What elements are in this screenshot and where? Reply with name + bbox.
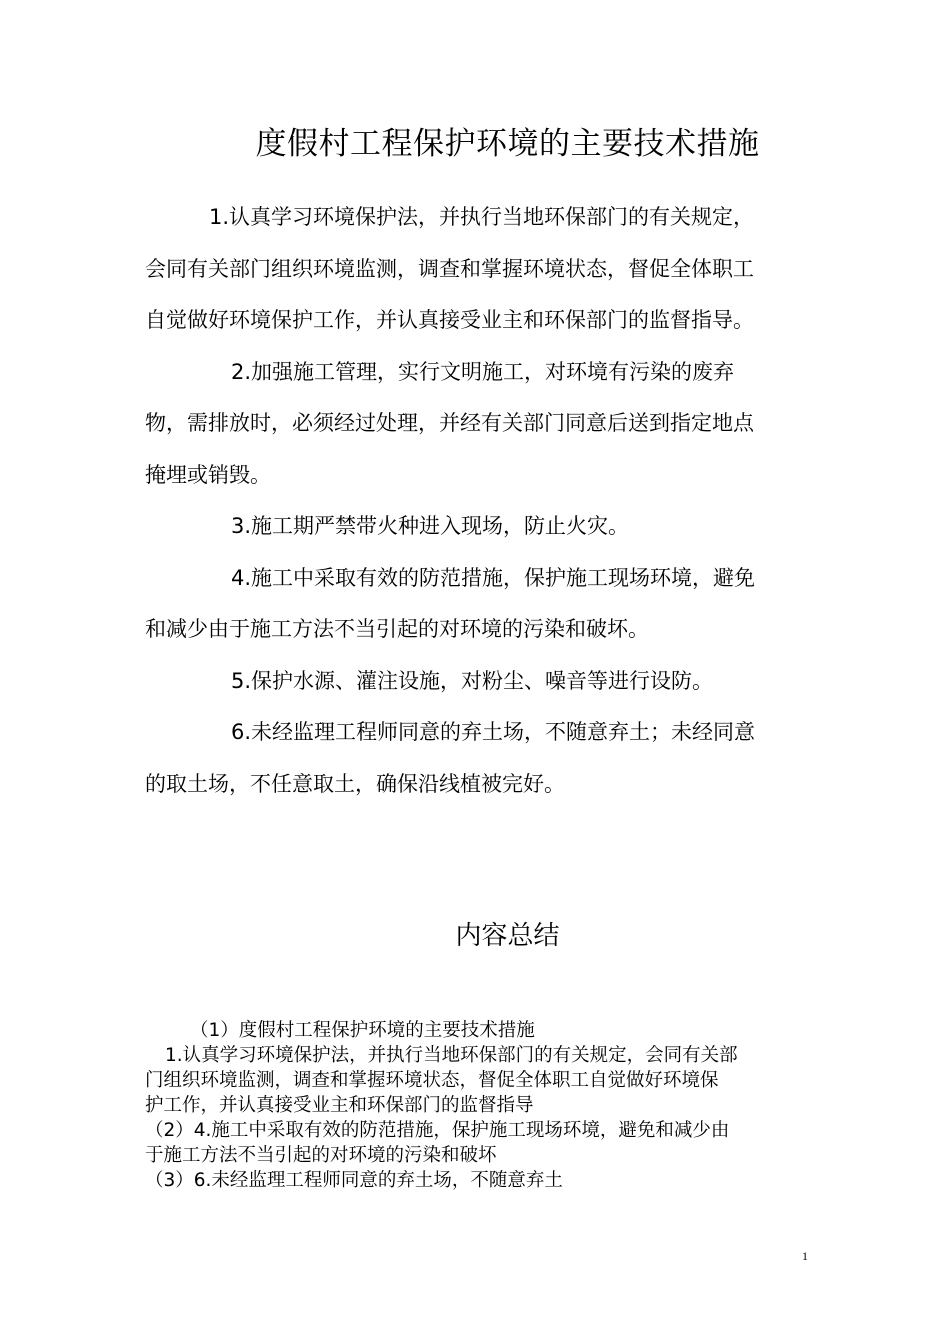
paragraph-4 xyxy=(145,553,805,656)
paragraph-1-line-2: 会同有关部门组织环境监测，调查和掌握环境状态，督促全体职工 xyxy=(145,256,754,281)
summary-line-6: 于施工方法不当引起的对环境的污染和破坏 xyxy=(145,1145,497,1166)
paragraph-6-line-2: 的取土场，不任意取土，确保沿线植被完好。 xyxy=(145,771,565,796)
summary-title: 内容总结 xyxy=(455,921,560,951)
paragraph-5 xyxy=(145,656,805,708)
paragraph-2-line-3: 掩埋或销毁。 xyxy=(145,462,271,487)
summary-line-1: （1）度假村工程保护环境的主要技术措施 xyxy=(190,1020,535,1041)
paragraph-1-line-3: 自觉做好环境保护工作，并认真接受业主和环保部门的监督指导。 xyxy=(145,308,754,332)
summary-body xyxy=(145,1018,810,1193)
paragraph-3 xyxy=(145,501,805,553)
page-number: 1 xyxy=(802,1249,808,1263)
paragraph-1 xyxy=(145,192,805,347)
document-body xyxy=(145,192,805,810)
summary-line-7: （3）6.未经监理工程师同意的弃土场，不随意弃土 xyxy=(145,1170,563,1191)
paragraph-6-line-1: 6.未经监理工程师同意的弃土场，不随意弃土；未经同意 xyxy=(231,720,756,744)
document-title: 度假村工程保护环境的主要技术措施 xyxy=(255,126,760,162)
paragraph-2 xyxy=(145,347,805,502)
summary-line-3: 门组织环境监测，调查和掌握环境状态，督促全体职工自觉做好环境保 xyxy=(145,1070,719,1091)
summary-line-4: 护工作，并认真接受业主和环保部门的监督指导 xyxy=(145,1095,534,1116)
paragraph-6 xyxy=(145,707,805,810)
paragraph-2-line-2: 物，需排放时，必须经过处理，并经有关部门同意后送到指定地点 xyxy=(145,411,754,435)
paragraph-5-line-1: 5.保护水源、灌注设施，对粉尘、噪音等进行设防。 xyxy=(231,668,714,693)
paragraph-2-line-1: 2.加强施工管理，实行文明施工，对环境有污染的废弃 xyxy=(231,359,735,384)
paragraph-4-line-1: 4.施工中采取有效的防范措施，保护施工现场环境，避免 xyxy=(231,565,756,590)
summary-line-2: 1.认真学习环境保护法，并执行当地环保部门的有关规定，会同有关部 xyxy=(165,1045,738,1066)
paragraph-4-line-2: 和减少由于施工方法不当引起的对环境的污染和破坏。 xyxy=(145,617,649,641)
summary-line-5: （2）4.施工中采取有效的防范措施，保护施工现场环境，避免和减少由 xyxy=(145,1120,730,1141)
paragraph-1-line-1: 1.认真学习环境保护法，并执行当地环保部门的有关规定， xyxy=(209,205,755,229)
paragraph-3-line-1: 3.施工期严禁带火种进入现场，防止火灾。 xyxy=(231,514,630,538)
